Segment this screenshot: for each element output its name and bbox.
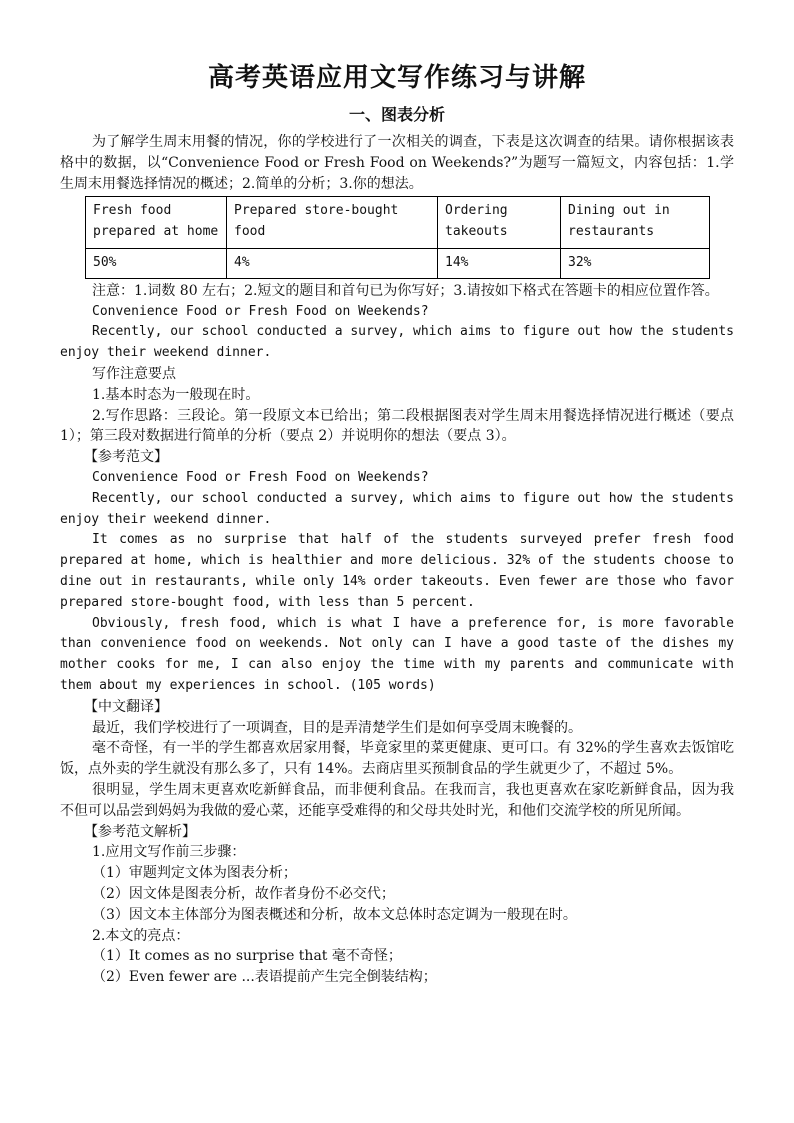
section-heading: 一、图表分析 — [348, 105, 445, 124]
table-header-cell: Prepared store-bought food — [227, 197, 438, 249]
sample-paragraph: Recently, our school conducted a survey, which aims to figure out how the students enjoy their weekend dinner. — [60, 490, 734, 527]
analysis-subitem: （1）审题判定文体为图表分析； — [92, 865, 297, 882]
tip-item: 2.写作思路：三段论。第一段原文本已给出；第二段根据图表对学生周末用餐选择情况进行概述（要点 1）；第三段对数据进行简单的分析（要点 2）并说明你的想法（要点 3）。 — [60, 407, 734, 445]
analysis-subitem: （2）Even fewer are ...表语提前产生完全倒装结构； — [92, 969, 437, 986]
translation-paragraph: 毫不奇怪，有一半的学生都喜欢居家用餐，毕竟家里的菜更健康、更可口。有 32%的学生喜欢去饭馆吃饭，点外卖的学生就没有那么多了，只有 14%。去商店里买预制食品的学生就更少了，不超过 5%。 — [60, 740, 734, 778]
translation-heading: 【中文翻译】 — [84, 698, 168, 715]
table-header-row — [86, 197, 710, 249]
table-header-cell: Ordering takeouts — [438, 197, 561, 249]
sample-title: Convenience Food or Fresh Food on Weekends? — [92, 470, 429, 486]
table-cell: 50% — [86, 249, 227, 279]
table-cell: 14% — [438, 249, 561, 279]
page-title: 高考英语应用文写作练习与讲解 — [207, 63, 586, 93]
translation-paragraph: 很明显，学生周末更喜欢吃新鲜食品，而非便利食品。在我而言，我也更喜欢在家吃新鲜食品，因为我不但可以品尝到妈妈为我做的爱心菜，还能享受难得的和父母共处时光，和他们交流学校的所见所闻。 — [60, 782, 734, 819]
essay-first-sentence: Recently, our school conducted a survey, which aims to figure out how the students enjoy their weekend dinner. — [60, 324, 734, 361]
translation-paragraph: 最近，我们学校进行了一项调查，目的是弄清楚学生们是如何享受周末晚餐的。 — [92, 719, 582, 736]
analysis-item: 1.应用文写作前三步骤： — [92, 844, 246, 861]
analysis-subitem: （1）It comes as no surprise that 毫不奇怪； — [92, 948, 402, 965]
tip-item: 1.基本时态为一般现在时。 — [92, 386, 260, 403]
essay-title: Convenience Food or Fresh Food on Weekends? — [92, 303, 429, 319]
analysis-subitem: （2）因文体是图表分析，故作者身份不必交代； — [92, 886, 395, 902]
tips-heading: 写作注意要点 — [92, 366, 176, 383]
sample-paragraph: It comes as no surprise that half of the students surveyed prefer fresh food prepared at home, which is healthier and more delicious. 32% of the students choose to dine out in restaurants, while only 14% order takeouts. Even fewer are those who favor prepared store-bought food, with less than 5 percent. — [60, 532, 734, 610]
table-row — [86, 249, 710, 279]
document-page — [60, 60, 734, 988]
format-note: 注意：1.词数 80 左右；2.短文的题目和首句已为你写好；3.请按如下格式在答题卡的相应位置作答。 — [92, 282, 719, 299]
analysis-item: 2.本文的亮点： — [92, 927, 190, 944]
table-header-cell: Dining out in restaurants — [561, 197, 710, 249]
table-cell: 4% — [227, 249, 438, 279]
sample-paragraph: Obviously, fresh food, which is what I have a preference for, is more favorable than convenience food on weekends. Not only can I have a good taste of the dishes my mother cooks for me, I can also enjoy the time with my parents and communicate with them about my experiences in school. (105 words) — [60, 615, 734, 694]
analysis-subitem: （3）因文本主体部分为图表概述和分析，故本文总体时态定调为一般现在时。 — [92, 906, 577, 923]
analysis-heading: 【参考范文解析】 — [84, 823, 196, 840]
table-cell: 32% — [561, 249, 710, 279]
survey-table — [85, 196, 710, 279]
sample-heading: 【参考范文】 — [84, 449, 168, 466]
task-intro: 为了解学生周末用餐的情况，你的学校进行了一次相关的调查，下表是这次调查的结果。请你根据该表格中的数据，以“Convenience Food or Fresh Food on Weekends?”为题写一篇短文，内容包括：1.学生周末用餐选择情况的概述；2.简单的分析；3.你的想法。 — [60, 134, 734, 192]
table-header-cell: Fresh food prepared at home — [86, 197, 227, 249]
